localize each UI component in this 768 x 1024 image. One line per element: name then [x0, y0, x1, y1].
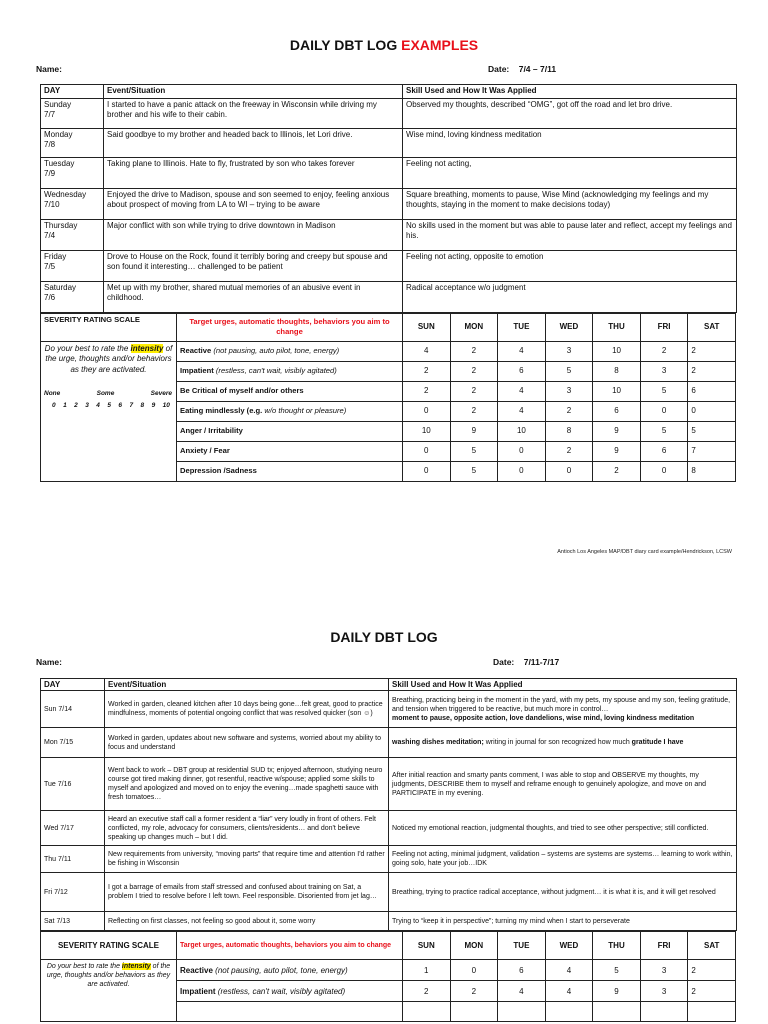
- skill-text: After initial reaction and smarty pants comment, I was able to stop and OBSERVE my thoughts, my judgments, DESCRIBE them to myself and reframe enough to genuinely apologize, and move on and PARTICIPATE in my evening.: [392, 771, 707, 797]
- rating-value: 1: [403, 960, 451, 981]
- day-cell: Mon 7/15: [41, 728, 105, 758]
- day-name: Thursday: [44, 220, 78, 230]
- table-row: [41, 873, 737, 912]
- day-cell: [41, 98, 104, 128]
- rating-value: 3: [640, 981, 688, 1002]
- rating-value: 2: [688, 960, 736, 981]
- target-detail: (not pausing, auto pilot, tone, energy): [213, 345, 340, 355]
- log1-name-label: Name:: [36, 64, 62, 74]
- target-detail: (not pausing, auto pilot, tone, energy): [215, 965, 348, 975]
- table-row: [41, 250, 737, 281]
- scale-number: 10: [162, 401, 170, 409]
- skill-cell: Observed my thoughts, described “OMG”, got off the road and let bro drive.: [403, 98, 737, 128]
- day-name: Monday: [44, 129, 73, 139]
- day-col-sun: SUN: [403, 932, 451, 960]
- target-name: Eating mindlessly (e.g.: [180, 405, 263, 415]
- rating-value: 0: [403, 441, 451, 461]
- target-detail: (restless, can't wait, visibly agitated): [215, 365, 337, 375]
- table-row: [41, 912, 737, 931]
- rating-value: 4: [545, 981, 593, 1002]
- event-cell: Said goodbye to my brother and headed back to Illinois, let Lori drive.: [104, 128, 403, 157]
- rating-value: 0: [640, 401, 688, 421]
- rating-value: 6: [593, 401, 641, 421]
- day-name: Saturday: [44, 282, 77, 292]
- skill-text: Breathing, trying to practice radical acceptance, without judgment… it is what it is, and it will get resolved: [392, 888, 716, 896]
- instr-text: of the urge, thoughts and/or behaviors as they are activated.: [46, 963, 171, 988]
- rating-value: 0: [545, 461, 593, 481]
- day-name: Friday: [44, 251, 67, 261]
- day-col-sat: SAT: [688, 313, 736, 341]
- event-cell: Reflecting on first classes, not feeling so good about it, some worry: [105, 912, 389, 931]
- table-row: [41, 188, 737, 219]
- day-cell: Sun 7/14: [41, 691, 105, 728]
- skill-cell: Wise mind, loving kindness meditation: [403, 128, 737, 157]
- severity-title: SEVERITY RATING SCALE: [41, 313, 177, 341]
- skill-cell: [389, 873, 737, 912]
- day-cell: [41, 250, 104, 281]
- table-row: [41, 691, 737, 728]
- target-label: [177, 361, 403, 381]
- target-name: Be Critical of myself and/or others: [180, 385, 304, 395]
- scale-number: 4: [96, 401, 100, 409]
- log2-severity-table: [40, 931, 736, 1022]
- scale-number: 8: [140, 401, 145, 409]
- rating-value: 2: [450, 981, 498, 1002]
- rating-value: 2: [688, 341, 736, 361]
- log2-table-wrap: [40, 678, 736, 1022]
- target-name: Reactive: [180, 345, 212, 355]
- rating-value: 8: [545, 421, 593, 441]
- rating-value: 0: [498, 461, 546, 481]
- empty-cell: [450, 1002, 498, 1022]
- scale-number: 7: [129, 401, 134, 409]
- credit-line: Antioch Los Angeles MAP/DBT diary card example/Hendrickson, LCSW: [557, 549, 732, 555]
- rating-value: 10: [498, 421, 546, 441]
- scale-number: 9: [151, 401, 156, 409]
- event-cell: Worked in garden, cleaned kitchen after 10 days being gone…felt great, good to practice mindfulness, moments of potential ongoing conflict that was resolved quicker (son ☺): [105, 691, 389, 728]
- day-cell: [41, 128, 104, 157]
- rating-value: 2: [450, 361, 498, 381]
- event-header: Event/Situation: [105, 679, 389, 691]
- log1-header-row: [41, 85, 737, 99]
- event-cell: Worked in garden, updates about new software and systems, worried about my ability to focus and understand: [105, 728, 389, 758]
- rating-value: 5: [640, 381, 688, 401]
- table-row: [41, 846, 737, 873]
- day-name: Wednesday: [44, 189, 87, 199]
- rating-value: 3: [640, 361, 688, 381]
- scale-number: 6: [118, 401, 122, 409]
- scale-number: 3: [85, 401, 89, 409]
- skill-cell: [389, 691, 737, 728]
- day-header: DAY: [41, 679, 105, 691]
- event-cell: Heard an executive staff call a former resident a “liar” very loudly in front of others. Felt conflicted, my role, advocacy for consumers, clients/residents… and don't believe speaking up changes much – but I did.: [105, 811, 389, 846]
- day-cell: Sat 7/13: [41, 912, 105, 931]
- rating-value: 4: [498, 981, 546, 1002]
- day-cell: Wed 7/17: [41, 811, 105, 846]
- day-name: Sunday: [44, 99, 72, 109]
- skill-cell: [389, 811, 737, 846]
- rating-value: 2: [545, 401, 593, 421]
- rating-value: 6: [498, 361, 546, 381]
- log2-title: DAILY DBT LOG: [330, 629, 438, 645]
- rating-value: 2: [545, 441, 593, 461]
- instr-text: of the urge, thoughts and/or behaviors as they are activated.: [45, 343, 173, 374]
- rating-value: 5: [640, 421, 688, 441]
- rating-value: 10: [593, 381, 641, 401]
- day-cell: Tue 7/16: [41, 758, 105, 811]
- day-col-mon: MON: [450, 313, 498, 341]
- target-detail: w/o thought or pleasure): [264, 405, 347, 415]
- skill-cell: Radical acceptance w/o judgment: [403, 281, 737, 312]
- instr-text: Do your best to rate the: [44, 343, 129, 353]
- rating-value: 8: [688, 461, 736, 481]
- event-cell: New requirements from university, “moving parts” that require time and attention I'd rather be fishing in Wisconsin: [105, 846, 389, 873]
- table-row: [41, 281, 737, 312]
- instr-highlight: intensity: [130, 343, 164, 353]
- rating-value: 10: [593, 341, 641, 361]
- rating-value: 4: [498, 401, 546, 421]
- day-col-fri: FRI: [640, 932, 688, 960]
- rating-value: 0: [403, 401, 451, 421]
- skill-text: Feeling not acting, minimal judgment, validation – systems are systems are systems… learning to work within, going solo, hate your job…IDK: [392, 851, 733, 867]
- rating-value: 2: [450, 341, 498, 361]
- target-label: [177, 421, 403, 441]
- skill-cell: Feeling not acting,: [403, 157, 737, 188]
- rating-value: 6: [640, 441, 688, 461]
- scale-number: 5: [107, 401, 111, 409]
- day-date: 7/6: [44, 293, 56, 302]
- day-col-wed: WED: [545, 932, 593, 960]
- rating-value: 6: [498, 960, 546, 981]
- empty-cell: [403, 1002, 451, 1022]
- rating-value: 9: [593, 981, 641, 1002]
- rating-value: 4: [498, 341, 546, 361]
- rating-value: 5: [450, 461, 498, 481]
- skill-cell: [389, 846, 737, 873]
- event-header: Event/Situation: [104, 85, 403, 99]
- event-cell: I got a barrage of emails from staff stressed and confused about training on Sat, a problem I tried to resolve before I left town. Feel responsible. Disoriented from jet lag…: [105, 873, 389, 912]
- event-cell: Taking plane to Illinois. Hate to fly, frustrated by son who takes forever: [104, 157, 403, 188]
- skill-cell: Square breathing, moments to pause, Wise Mind (acknowledging my feelings and my thoughts, staying in the moment to make decisions today): [403, 188, 737, 219]
- empty-cell: [593, 1002, 641, 1022]
- target-label: [177, 461, 403, 481]
- day-header: DAY: [41, 85, 104, 99]
- event-cell: Met up with my brother, shared mutual memories of an abusive event in childhood.: [104, 281, 403, 312]
- scale-number: 0: [52, 401, 56, 409]
- day-col-sun: SUN: [403, 313, 451, 341]
- day-cell: [41, 188, 104, 219]
- skill-text: writing in journal for son recognized how much: [485, 739, 630, 746]
- log1-date: Date: 7/4 – 7/11: [488, 64, 557, 74]
- skill-text: Noticed my emotional reaction, judgmental thoughts, and tried to see other perspective; still conflicted.: [392, 824, 709, 832]
- rating-instructions: [41, 960, 177, 1022]
- target-label: [177, 960, 403, 981]
- rating-value: 0: [688, 401, 736, 421]
- skill-cell: Feeling not acting, opposite to emotion: [403, 250, 737, 281]
- rating-value: 5: [688, 421, 736, 441]
- table-row: [41, 128, 737, 157]
- skill-cell: [389, 728, 737, 758]
- rating-value: 0: [640, 461, 688, 481]
- skill-header: Skill Used and How It Was Applied: [389, 679, 737, 691]
- skill-cell: [389, 912, 737, 931]
- rating-value: 3: [640, 960, 688, 981]
- event-cell: Enjoyed the drive to Madison, spouse and son seemed to enjoy, feeling anxious about prospect of moving from LA to WI – trying to be aware: [104, 188, 403, 219]
- event-cell: I started to have a panic attack on the freeway in Wisconsin while driving my brother and his wife to their cabin.: [104, 98, 403, 128]
- rating-value: 0: [403, 461, 451, 481]
- rating-value: 0: [450, 960, 498, 981]
- day-cell: [41, 281, 104, 312]
- target-name: Reactive: [180, 965, 213, 975]
- rating-value: 10: [403, 421, 451, 441]
- table-row: [41, 98, 737, 128]
- rating-value: 4: [403, 341, 451, 361]
- log1-events-table: [40, 84, 737, 313]
- table-row: [41, 157, 737, 188]
- rating-value: 4: [498, 381, 546, 401]
- rating-value: 2: [593, 461, 641, 481]
- target-detail: (restless, can't wait, visibly agitated): [217, 986, 346, 996]
- severity-title: SEVERITY RATING SCALE: [41, 932, 177, 960]
- rating-value: 2: [403, 381, 451, 401]
- day-col-tue: TUE: [498, 313, 546, 341]
- rating-value: 2: [640, 341, 688, 361]
- rating-value: 0: [498, 441, 546, 461]
- log2-severity-header: [41, 932, 736, 960]
- log2-header-row: [41, 679, 737, 691]
- log1-severity-header: [41, 313, 736, 341]
- rating-value: 6: [688, 381, 736, 401]
- log1-title: DAILY DBT LOG EXAMPLES: [289, 37, 479, 53]
- target-urges-header: Target urges, automatic thoughts, behaviors you aim to change: [177, 313, 403, 341]
- day-col-mon: MON: [450, 932, 498, 960]
- day-col-fri: FRI: [640, 313, 688, 341]
- target-label: [177, 341, 403, 361]
- rating-value: 2: [688, 981, 736, 1002]
- table-row: [41, 758, 737, 811]
- scale-number: 1: [63, 401, 67, 409]
- rating-value: 3: [545, 381, 593, 401]
- log2-events-table: [40, 678, 737, 931]
- target-label: [177, 441, 403, 461]
- target-name: Impatient: [180, 365, 214, 375]
- rating-value: 2: [688, 361, 736, 381]
- target-name: Anxiety / Fear: [180, 445, 230, 455]
- intensity-scale: [44, 389, 173, 411]
- log2-name-label: Name:: [36, 657, 62, 667]
- empty-cell: [498, 1002, 546, 1022]
- empty-cell: [177, 1002, 403, 1022]
- day-col-tue: TUE: [498, 932, 546, 960]
- rating-value: 5: [545, 361, 593, 381]
- rating-value: 2: [450, 381, 498, 401]
- table-row: [41, 811, 737, 846]
- rating-value: 3: [545, 341, 593, 361]
- skill-cell: No skills used in the moment but was able to pause later and reflect, accept my feelings and his.: [403, 219, 737, 250]
- rating-value: 7: [688, 441, 736, 461]
- event-cell: Drove to House on the Rock, found it terribly boring and creepy but spouse and son found it interesting… challenged to be patient: [104, 250, 403, 281]
- rating-value: 5: [450, 441, 498, 461]
- day-cell: Fri 7/12: [41, 873, 105, 912]
- rating-value: 9: [593, 421, 641, 441]
- skill-bold: gratitude I have: [631, 739, 684, 746]
- target-urges-header: Target urges, automatic thoughts, behaviors you aim to change: [177, 932, 403, 960]
- day-col-thu: THU: [593, 313, 641, 341]
- day-name: Tuesday: [44, 158, 75, 168]
- target-label: [177, 981, 403, 1002]
- target-name: Anger / Irritability: [180, 425, 243, 435]
- skill-text: Breathing, practicing being in the moment in the yard, with my pets, my spouse and my son, feeling gratitude, and tension when triggered to be reactive, but much more in control…: [392, 696, 731, 713]
- day-date: 7/8: [44, 140, 56, 149]
- skill-text: Trying to “keep it in perspective”; turning my mind when I start to perseverate: [392, 917, 630, 925]
- day-col-sat: SAT: [688, 932, 736, 960]
- rating-value: 2: [450, 401, 498, 421]
- log1-table-wrap: [40, 84, 736, 482]
- rating-value: 2: [403, 981, 451, 1002]
- table-row: [41, 219, 737, 250]
- target-name: Impatient: [180, 986, 216, 996]
- day-date: 7/4: [44, 231, 56, 240]
- rating-instructions: [41, 341, 177, 481]
- empty-cell: [640, 1002, 688, 1022]
- log2-date: Date: 7/11-7/17: [493, 657, 560, 667]
- skill-bold: moment to pause, opposite action, love dandelions, wise mind, loving kindness meditation: [392, 714, 695, 722]
- event-cell: Major conflict with son while trying to drive downtown in Madison: [104, 219, 403, 250]
- rating-value: 8: [593, 361, 641, 381]
- day-cell: [41, 219, 104, 250]
- empty-cell: [545, 1002, 593, 1022]
- scale-some: Some: [96, 390, 115, 397]
- target-name: Depression /Sadness: [180, 465, 257, 475]
- day-date: 7/9: [44, 169, 56, 178]
- severity-row: [41, 341, 736, 361]
- day-date: 7/7: [44, 110, 56, 119]
- day-col-wed: WED: [545, 313, 593, 341]
- day-cell: Thu 7/11: [41, 846, 105, 873]
- event-cell: Went back to work – DBT group at residential SUD tx; enjoyed afternoon, studying neuro course got tired making dinner, got resentful, reactive w/spouse; applied some skills to myself and apologized and moved on to enjoy the evening…made spaghetti sauce with fresh tomatoes…: [105, 758, 389, 811]
- day-cell: [41, 157, 104, 188]
- day-date: 7/5: [44, 262, 56, 271]
- log1-severity-table: [40, 313, 736, 482]
- target-label: [177, 401, 403, 421]
- severity-row: [41, 960, 736, 981]
- rating-value: 9: [593, 441, 641, 461]
- rating-value: 5: [593, 960, 641, 981]
- rating-value: 2: [403, 361, 451, 381]
- scale-number: 2: [74, 401, 78, 409]
- rating-value: 4: [545, 960, 593, 981]
- scale-none: None: [44, 390, 61, 397]
- instr-highlight: intensity: [121, 963, 151, 970]
- day-date: 7/10: [44, 200, 60, 209]
- day-col-thu: THU: [593, 932, 641, 960]
- skill-cell: [389, 758, 737, 811]
- scale-severe: Severe: [150, 390, 172, 397]
- target-label: [177, 381, 403, 401]
- skill-bold: washing dishes meditation;: [392, 739, 484, 746]
- instr-text: Do your best to rate the: [46, 963, 120, 970]
- rating-value: 9: [450, 421, 498, 441]
- table-row: [41, 728, 737, 758]
- skill-header: Skill Used and How It Was Applied: [403, 85, 737, 99]
- empty-cell: [688, 1002, 736, 1022]
